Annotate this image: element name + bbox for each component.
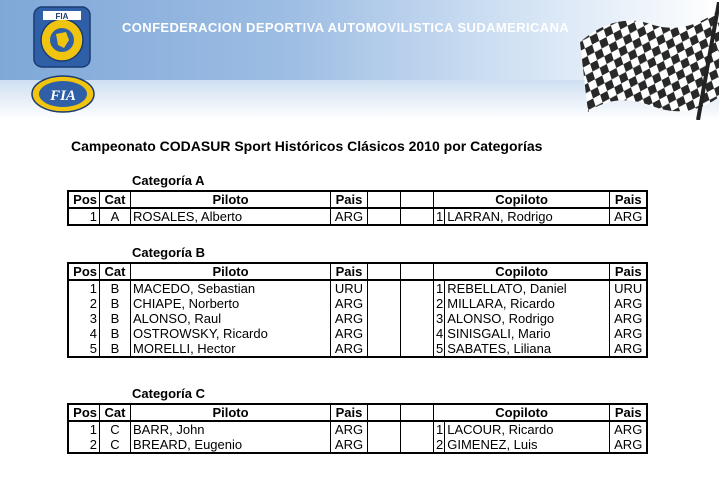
- row-spacer: [368, 280, 401, 296]
- row-cat: C: [100, 421, 131, 437]
- row-cat: B: [100, 341, 131, 357]
- row-piloto: BARR, John: [131, 421, 331, 437]
- row-pos: 4: [68, 326, 100, 341]
- row-spacer: [401, 296, 434, 311]
- row-spacer: [401, 208, 434, 225]
- row-pos-copiloto: 1: [434, 280, 445, 296]
- header-pos: Pos: [68, 191, 100, 208]
- category-a-title: Categoría A: [132, 173, 205, 188]
- row-spacer: [368, 311, 401, 326]
- row-spacer: [368, 296, 401, 311]
- table-header-row: [68, 263, 647, 280]
- row-spacer: [401, 326, 434, 341]
- header-piloto: Piloto: [131, 404, 331, 421]
- row-pais-copiloto: ARG: [610, 326, 648, 341]
- category-b-title: Categoría B: [132, 245, 205, 260]
- row-copiloto: GIMENEZ, Luis: [445, 437, 610, 453]
- category-a-table: [67, 190, 648, 226]
- row-pos-copiloto: 1: [434, 208, 445, 225]
- table-row: [68, 296, 647, 311]
- table-row: [68, 311, 647, 326]
- banner-title: CONFEDERACION DEPORTIVA AUTOMOVILISTICA SUDAMERICANA: [122, 20, 570, 35]
- row-pos: 1: [68, 421, 100, 437]
- row-pais-copiloto: ARG: [610, 311, 648, 326]
- header-spacer: [401, 263, 434, 280]
- row-pais: ARG: [331, 437, 368, 453]
- row-cat: B: [100, 280, 131, 296]
- category-b-table: [67, 262, 648, 358]
- row-pos: 3: [68, 311, 100, 326]
- row-pais: ARG: [331, 311, 368, 326]
- row-pais: URU: [331, 280, 368, 296]
- header-piloto: Piloto: [131, 191, 331, 208]
- row-copiloto: SINISGALI, Mario: [445, 326, 610, 341]
- table-row: [68, 326, 647, 341]
- header-cat: Cat: [100, 263, 131, 280]
- header-spacer: [368, 263, 401, 280]
- row-pos: 2: [68, 437, 100, 453]
- header-spacer: [368, 404, 401, 421]
- category-c-table: [67, 403, 648, 454]
- header-pais: Pais: [331, 191, 368, 208]
- row-pos-copiloto: 2: [434, 296, 445, 311]
- codasur-logo: [33, 6, 91, 68]
- table-row: [68, 280, 647, 296]
- row-pais-copiloto: ARG: [610, 208, 648, 225]
- row-pos: 1: [68, 280, 100, 296]
- row-cat: B: [100, 296, 131, 311]
- row-cat: A: [100, 208, 131, 225]
- row-copiloto: ALONSO, Rodrigo: [445, 311, 610, 326]
- row-cat: B: [100, 326, 131, 341]
- header-piloto: Piloto: [131, 263, 331, 280]
- row-piloto: CHIAPE, Norberto: [131, 296, 331, 311]
- row-pos-copiloto: 2: [434, 437, 445, 453]
- row-spacer: [368, 421, 401, 437]
- table-header-row: [68, 404, 647, 421]
- row-copiloto: MILLARA, Ricardo: [445, 296, 610, 311]
- row-piloto: OSTROWSKY, Ricardo: [131, 326, 331, 341]
- row-pais-copiloto: ARG: [610, 437, 648, 453]
- row-copiloto: SABATES, Liliana: [445, 341, 610, 357]
- row-spacer: [401, 341, 434, 357]
- row-pos: 2: [68, 296, 100, 311]
- row-spacer: [368, 208, 401, 225]
- fia-logo: [30, 74, 96, 114]
- row-pais-copiloto: ARG: [610, 341, 648, 357]
- header-copiloto: Copiloto: [434, 404, 610, 421]
- row-spacer: [401, 280, 434, 296]
- header-spacer: [401, 191, 434, 208]
- row-pais: ARG: [331, 208, 368, 225]
- header-copiloto: Copiloto: [434, 263, 610, 280]
- row-pos-copiloto: 4: [434, 326, 445, 341]
- row-copiloto: LACOUR, Ricardo: [445, 421, 610, 437]
- table-row: [68, 341, 647, 357]
- header-spacer: [401, 404, 434, 421]
- row-pais-copiloto: ARG: [610, 296, 648, 311]
- row-cat: B: [100, 311, 131, 326]
- row-spacer: [368, 341, 401, 357]
- row-piloto: ALONSO, Raul: [131, 311, 331, 326]
- row-piloto: MACEDO, Sebastian: [131, 280, 331, 296]
- row-spacer: [401, 311, 434, 326]
- category-c-title: Categoría C: [132, 386, 205, 401]
- checkered-flag-icon: [570, 2, 719, 120]
- row-pos-copiloto: 5: [434, 341, 445, 357]
- header-cat: Cat: [100, 404, 131, 421]
- header-pais-copiloto: Pais: [610, 404, 648, 421]
- row-spacer: [401, 437, 434, 453]
- svg-text:FIA: FIA: [50, 88, 76, 104]
- header-pais-copiloto: Pais: [610, 263, 648, 280]
- row-spacer: [401, 421, 434, 437]
- header-copiloto: Copiloto: [434, 191, 610, 208]
- row-pais: ARG: [331, 326, 368, 341]
- row-pos: 1: [68, 208, 100, 225]
- header-pais-copiloto: Pais: [610, 191, 648, 208]
- header-pos: Pos: [68, 263, 100, 280]
- row-spacer: [368, 437, 401, 453]
- row-piloto: ROSALES, Alberto: [131, 208, 331, 225]
- header-cat: Cat: [100, 191, 131, 208]
- row-copiloto: REBELLATO, Daniel: [445, 280, 610, 296]
- header-pos: Pos: [68, 404, 100, 421]
- row-piloto: MORELLI, Hector: [131, 341, 331, 357]
- row-pos-copiloto: 3: [434, 311, 445, 326]
- header-pais: Pais: [331, 263, 368, 280]
- row-pais-copiloto: URU: [610, 280, 648, 296]
- header-spacer: [368, 191, 401, 208]
- row-pais: ARG: [331, 421, 368, 437]
- table-row: [68, 208, 647, 225]
- table-header-row: [68, 191, 647, 208]
- row-piloto: BREARD, Eugenio: [131, 437, 331, 453]
- row-pais-copiloto: ARG: [610, 421, 648, 437]
- table-row: [68, 437, 647, 453]
- row-cat: C: [100, 437, 131, 453]
- header-pais: Pais: [331, 404, 368, 421]
- document-title: Campeonato CODASUR Sport Históricos Clásicos 2010 por Categorías: [71, 138, 543, 154]
- table-row: [68, 421, 647, 437]
- row-spacer: [368, 326, 401, 341]
- row-pos-copiloto: 1: [434, 421, 445, 437]
- row-pais: ARG: [331, 296, 368, 311]
- row-copiloto: LARRAN, Rodrigo: [445, 208, 610, 225]
- row-pais: ARG: [331, 341, 368, 357]
- svg-text:FIA: FIA: [55, 12, 69, 21]
- row-pos: 5: [68, 341, 100, 357]
